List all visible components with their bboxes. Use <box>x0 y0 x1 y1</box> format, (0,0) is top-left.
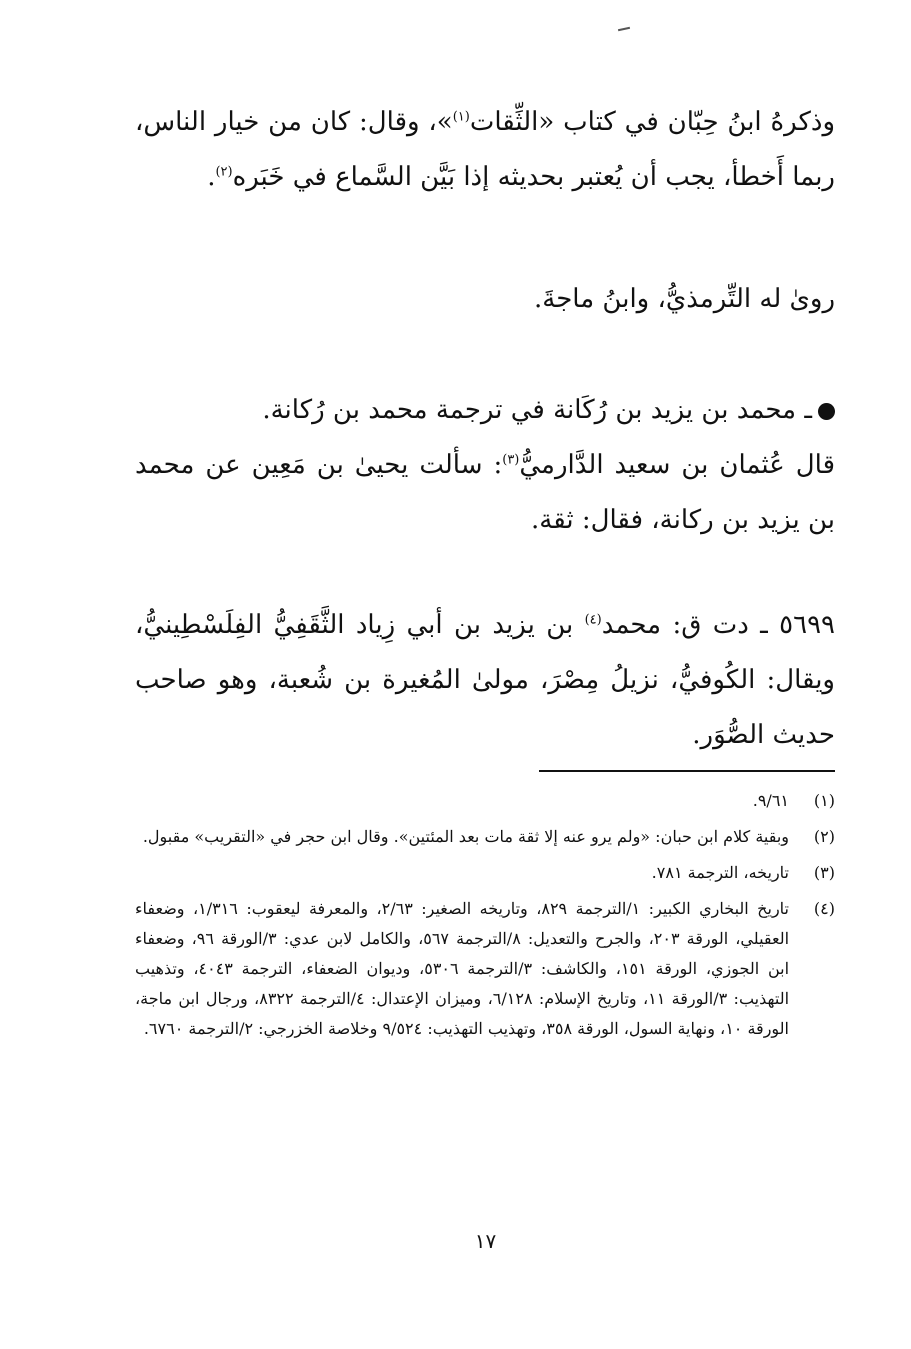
footnote-text: تاريخ البخاري الكبير: ١/الترجمة ٨٢٩، وتاريخه الصغير: ٢/٦٣، والمعرفة ليعقوب: ١/٣١٦، وضعفاء العقيلي، الورقة ٢٠٣، والجرح والتعديل: ٨/الترجمة ٥٦٧، والكامل لابن عدي: ٣/الورقة ٩٦، وضعفاء ابن الجوزي، الورقة ١٥١، والكاشف: ٣/الترجمة ٥٣٠٦، وديوان الضعفاء، الترجمة ٤٠٤٣، وتذهيب التهذيب: ٣/الورقة ١١، وتاريخ الإسلام: ٦/١٢٨، وميزان الإعتدال: ٤/الترجمة ٨٣٢٢، ورجال ابن ماجة، الورقة ١٠، ونهاية السول، الورقة ٣٥٨، وتهذيب التهذيب: ٩/٥٢٤ وخلاصة الخزرجي: ٢/الترجمة ٦٧٦٠. <box>135 899 790 1038</box>
footnote-item <box>135 894 835 1044</box>
footnote-number: (١) <box>813 791 835 810</box>
footnote-item <box>135 786 835 816</box>
footnote-item <box>135 822 835 852</box>
footnote-text: تاريخه، الترجمة ٧٨١. <box>651 863 789 882</box>
entry-body: قال عُثمان بن سعيد الدَّارميُّ$^{(٣)}$: سألت يحيىٰ بن مَعِين عن محمد بن يزيد بن ركانة، فقال: ثقة. <box>135 450 836 535</box>
footnote-ref-2[interactable]: (٢) <box>215 164 233 180</box>
footnote-text: ٩/٦١. <box>752 791 789 810</box>
paragraph-narrators <box>135 272 835 327</box>
entry-heading: ـ محمد بن يزيد بن رُكَانة في ترجمة محمد بن رُكانة. <box>135 383 835 438</box>
bullet-icon <box>818 403 835 420</box>
footnotes-section <box>135 786 835 1050</box>
paragraph-text: روىٰ له التِّرمذيُّ، وابنُ ماجةَ. <box>534 284 835 314</box>
paragraph-text: وذكرهُ ابنُ حِبّان في كتاب «الثِّقات <box>469 107 835 137</box>
footnote-ref-3[interactable]: (٣) <box>502 452 520 468</box>
paragraph-text: بن يزيد بن أبي زِياد الثَّقَفِيُّ الفِلَسْطِينيُّ، ويقال: الكُوفيُّ، نزيلُ مِصْرَ، مولىٰ المُغيرة بن شُعبة، وهو صاحب حديث الصُّوَر. <box>135 610 835 750</box>
paragraph-entry-5699 <box>135 598 835 763</box>
paragraph-text: »، وقال: كان من خيار الناس، ربما أَخطأ، يجب أن يُعتبر بحديثه إذا بَيَّن السَّماع في خَبَره <box>135 107 835 192</box>
footnote-ref-1[interactable]: (١) <box>452 109 470 125</box>
scan-mark <box>618 27 630 31</box>
footnote-ref-4[interactable]: (٤) <box>584 612 602 628</box>
entry-heading: ٥٦٩٩ ـ دت ق: محمد <box>601 610 835 640</box>
footnote-number: (٢) <box>813 827 835 846</box>
footnote-divider <box>539 770 835 772</box>
paragraph-text: . <box>207 162 216 192</box>
paragraph-ibn-hibban <box>135 95 835 205</box>
page-number: ١٧ <box>474 1229 497 1253</box>
footnote-number: (٣) <box>813 863 835 882</box>
footnote-text: وبقية كلام ابن حبان: «ولم يرو عنه إلا ثقة مات بعد المئتين». وقال ابن حجر في «التقريب» مقبول. <box>142 827 789 846</box>
footnote-number: (٤) <box>813 899 835 918</box>
paragraph-rukana <box>135 383 835 548</box>
footnote-item <box>135 858 835 888</box>
